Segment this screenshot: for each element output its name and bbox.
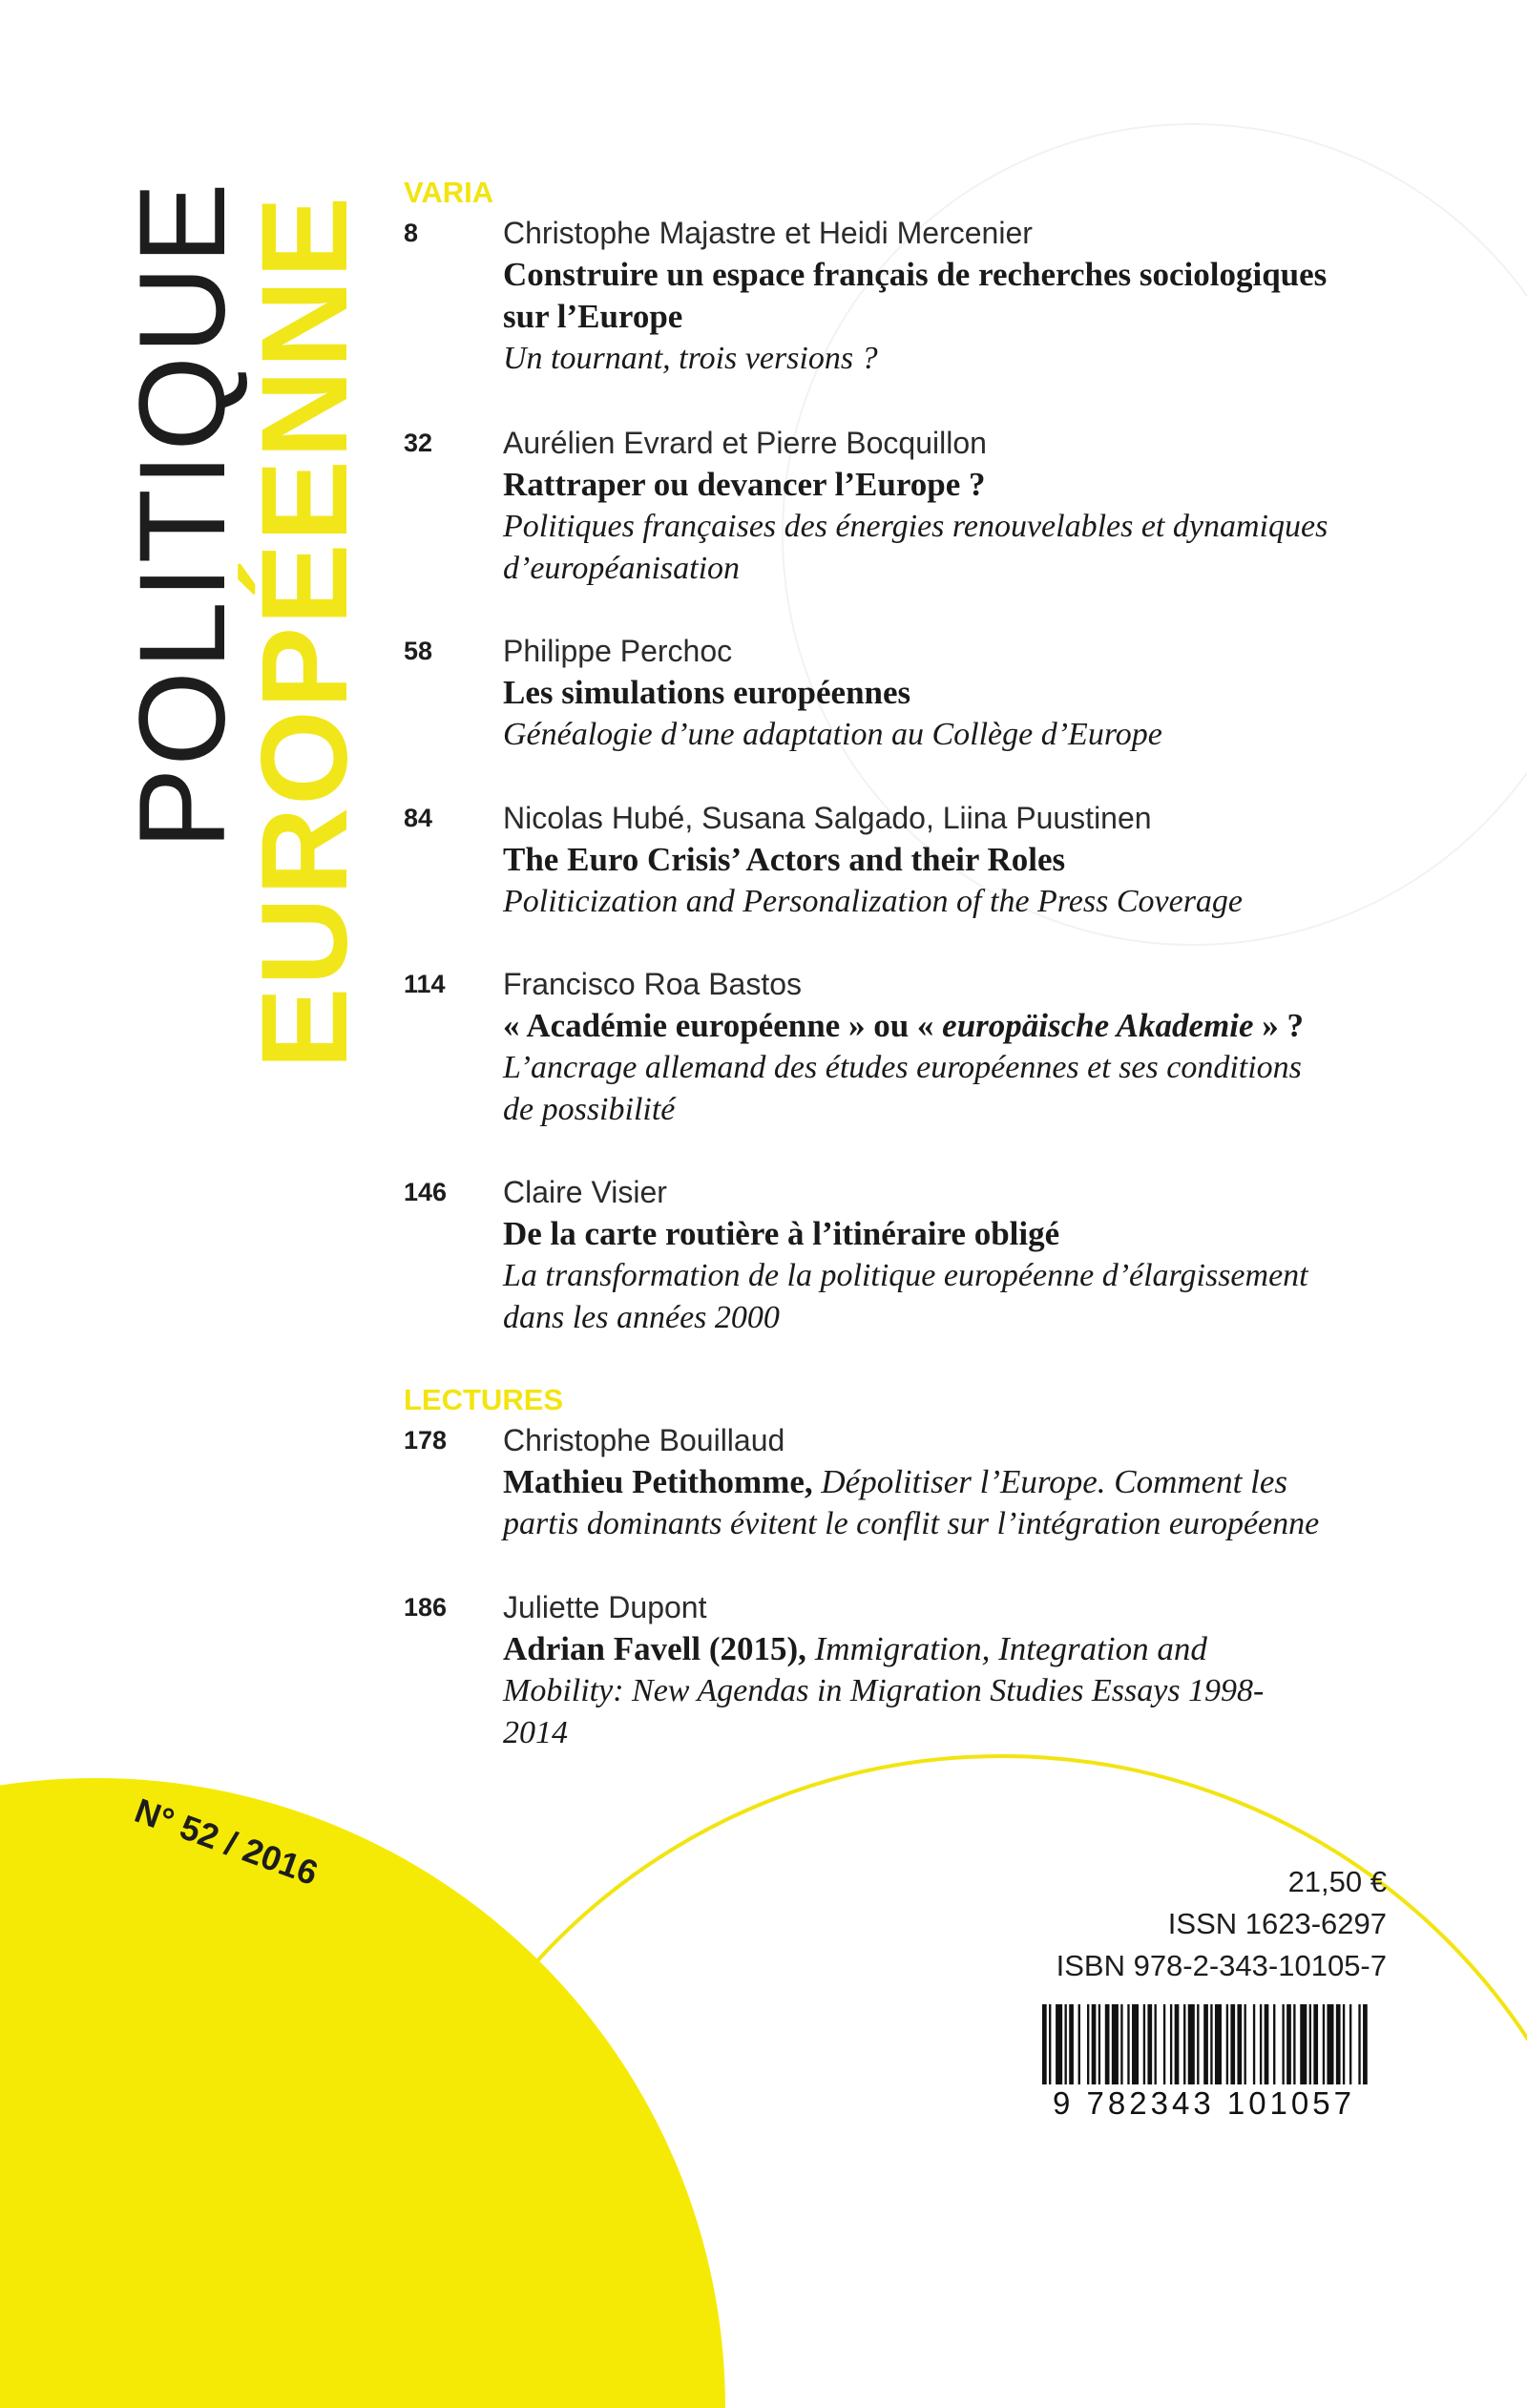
barcode-bar <box>1175 2004 1180 2086</box>
barcode-bar <box>1282 2004 1284 2086</box>
page-number: 146 <box>404 1178 448 1206</box>
entry-subtitle: Politiques françaises des énergies renouvelables et dynamiques <box>503 509 1328 544</box>
entry-author: Philippe Perchoc <box>503 634 733 668</box>
entry-subtitle: L’ancrage allemand des études européennes et ses conditions <box>503 1050 1302 1085</box>
barcode-bar <box>1286 2004 1291 2086</box>
journal-title-politique: POLITIQUE <box>115 180 251 849</box>
barcode-bar <box>1300 2004 1307 2086</box>
barcode-bar <box>1273 2004 1275 2086</box>
toc-entry <box>404 1171 1454 1381</box>
reviewed-author: Adrian Favell (2015), <box>503 1630 806 1667</box>
barcode <box>1021 2000 1387 2136</box>
barcode-bar <box>1253 2004 1255 2086</box>
entry-author: Nicolas Hubé, Susana Salgado, Liina Puustinen <box>503 801 1152 835</box>
barcode-bar <box>1143 2004 1145 2086</box>
entry-title: sur l’Europe <box>503 298 683 335</box>
barcode-bar <box>1056 2004 1062 2086</box>
barcode-bar <box>1092 2004 1097 2086</box>
toc-entry <box>404 212 1454 422</box>
issue-number: N° 52 / 2016 <box>129 1790 324 1894</box>
yellow-sun-circle <box>0 1778 725 2408</box>
entry-author: Francisco Roa Bastos <box>503 967 803 1001</box>
barcode-bar <box>1349 2004 1351 2086</box>
barcode-bar <box>1120 2004 1122 2086</box>
entry-title-part: « Académie européenne » ou « <box>503 1007 943 1044</box>
barcode-bar <box>1237 2004 1242 2086</box>
entry-subtitle: de possibilité <box>503 1092 676 1127</box>
barcode-digits: 9 782343 101057 <box>1021 2084 1387 2123</box>
barcode-bar <box>1327 2004 1333 2086</box>
entry-subtitle: dans les années 2000 <box>503 1300 780 1335</box>
barcode-bar <box>1226 2004 1228 2086</box>
toc-entry <box>404 963 1454 1171</box>
pricing-block <box>1056 1861 1387 1987</box>
barcode-bar <box>1336 2004 1341 2086</box>
page-number: 58 <box>404 637 433 665</box>
entry-author: Claire Visier <box>503 1175 667 1209</box>
entry-subtitle: La transformation de la politique européenne d’élargissement <box>503 1258 1308 1293</box>
entry-subtitle: Un tournant, trois versions ? <box>503 341 878 376</box>
review-entry <box>404 1586 1454 1754</box>
barcode-bar <box>1293 2004 1295 2086</box>
reviewed-author: Mathieu Petithomme, <box>503 1463 813 1500</box>
barcode-bar <box>1215 2004 1222 2086</box>
entry-author: Christophe Majastre et Heidi Mercenier <box>503 216 1033 250</box>
entry-title: Les simulations européennes <box>503 674 911 711</box>
section-label-lectures: LECTURES <box>404 1383 564 1416</box>
page-number: 186 <box>404 1593 448 1622</box>
barcode-bar <box>1313 2004 1318 2086</box>
entry-author: Christophe Bouillaud <box>503 1423 785 1457</box>
page-number: 32 <box>404 429 433 457</box>
barcode-bar <box>1260 2004 1262 2086</box>
barcode-bar <box>1147 2004 1152 2086</box>
page-number: 114 <box>404 970 446 998</box>
reviewed-book-title: partis dominants évitent le conflit sur l’intégration européenne <box>503 1506 1320 1541</box>
entry-title-part: » ? <box>1253 1007 1304 1044</box>
barcode-bar <box>1078 2004 1080 2086</box>
barcode-bar <box>1098 2004 1100 2086</box>
page-number: 178 <box>404 1426 448 1455</box>
entry-author: Aurélien Evrard et Pierre Bocquillon <box>503 426 987 460</box>
reviewed-book-title: Dépolitiser l’Europe. Comment les <box>812 1463 1288 1500</box>
entry-title: Construire un espace français de recherches sociologiques <box>503 256 1328 293</box>
entry-subtitle: Politicization and Personalization of the Press Coverage <box>503 884 1244 919</box>
page-number: 84 <box>404 804 433 832</box>
page-number: 8 <box>404 219 419 247</box>
barcode-bar <box>1087 2004 1089 2086</box>
reviewed-book-title: 2014 <box>503 1715 568 1750</box>
table-of-contents <box>404 174 1454 1754</box>
entry-author: Juliette Dupont <box>503 1590 707 1624</box>
barcode-bar <box>1105 2004 1110 2086</box>
barcode-bar <box>1197 2004 1199 2086</box>
price: 21,50 € <box>1287 1865 1387 1898</box>
entry-title-italic-part: europäische Akademie <box>942 1007 1254 1044</box>
isbn: ISBN 978-2-343-10105-7 <box>1056 1949 1387 1982</box>
barcode-bar <box>1230 2004 1235 2086</box>
toc-entry <box>404 630 1454 797</box>
barcode-bar <box>1309 2004 1311 2086</box>
review-entry <box>404 1419 1454 1586</box>
reviewed-book-title: Immigration, Integration and <box>805 1630 1207 1667</box>
journal-title-europeenne: EUROPÉENNE <box>237 194 373 1069</box>
review-reference <box>503 1628 1454 1670</box>
barcode-bar <box>1183 2004 1185 2086</box>
barcode-bar <box>1132 2004 1139 2086</box>
barcode-bar <box>1163 2004 1165 2086</box>
entry-title: Rattraper ou devancer l’Europe ? <box>503 466 986 503</box>
barcode-bar <box>1069 2004 1074 2086</box>
barcode-bar <box>1245 2004 1246 2086</box>
barcode-bar <box>1112 2004 1119 2086</box>
barcode-bar <box>1170 2004 1172 2086</box>
issn: ISSN 1623-6297 <box>1167 1907 1387 1940</box>
toc-entry <box>404 422 1454 630</box>
entry-subtitle: Généalogie d’une adaptation au Collège d’Europe <box>503 717 1162 752</box>
barcode-bar <box>1127 2004 1129 2086</box>
reviewed-book-title: Mobility: New Agendas in Migration Studies Essays 1998- <box>503 1673 1265 1708</box>
barcode-bar <box>1358 2004 1360 2086</box>
toc-entry <box>404 797 1454 963</box>
barcode-bar <box>1343 2004 1345 2086</box>
review-reference <box>503 1461 1454 1503</box>
barcode-bar <box>1065 2004 1067 2086</box>
section-label-varia: VARIA <box>404 176 494 209</box>
entry-title: De la carte routière à l’itinéraire obligé <box>503 1215 1060 1252</box>
barcode-bar <box>1188 2004 1195 2086</box>
barcode-bar <box>1323 2004 1325 2086</box>
entry-subtitle: d’européanisation <box>503 551 741 586</box>
barcode-bar <box>1155 2004 1157 2086</box>
entry-title <box>503 1005 1454 1047</box>
barcode-bar <box>1265 2004 1269 2086</box>
entry-title: The Euro Crisis’ Actors and their Roles <box>503 841 1066 878</box>
